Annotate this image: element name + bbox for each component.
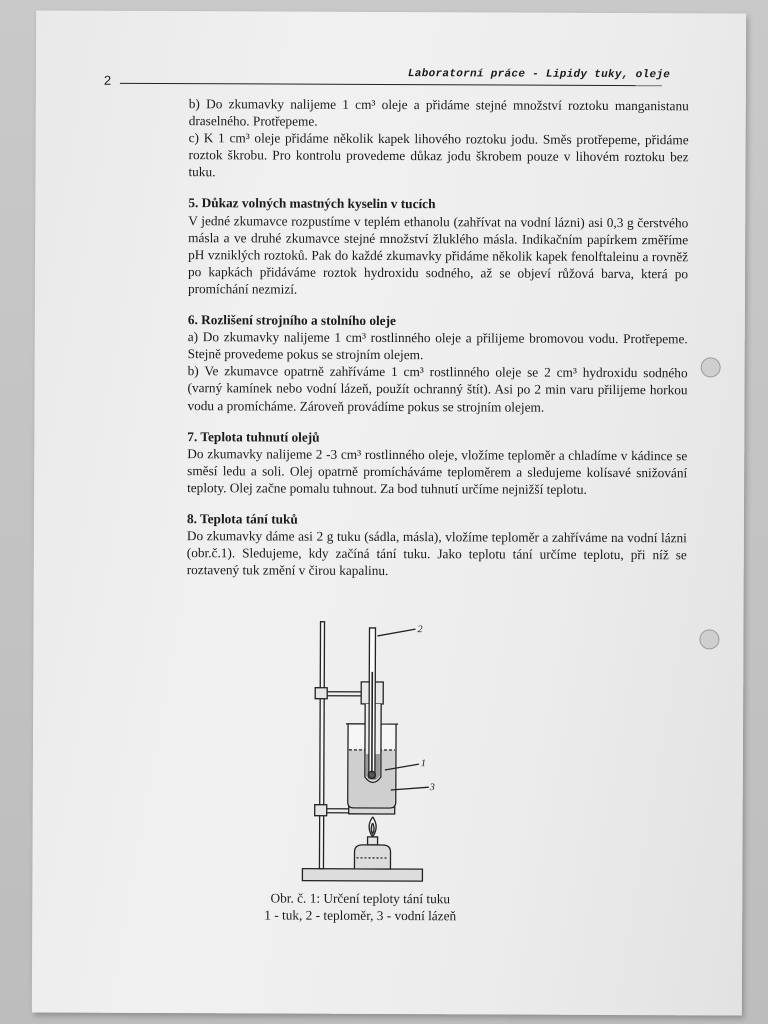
stand-base	[302, 869, 422, 882]
melting-point-apparatus-figure	[292, 612, 443, 898]
punch-hole	[699, 629, 719, 649]
header-rule	[120, 83, 662, 86]
document-page	[32, 10, 746, 1015]
section-text-6b: b) Ve zkumavce opatrně zahříváme 1 cm³ rostlinného oleje se 2 cm³ hydroxidu sodného (varný kamínek nebo vodní lázeň, použít ochranný štít). Asi po 2 min varu přilijeme horkou vodu a promícháme. Zároveň provádíme pokus se strojním olejem.	[187, 363, 688, 415]
section-heading-8: 8. Teplota tání tuků	[186, 511, 298, 527]
figure-caption	[200, 889, 520, 924]
paragraph-c: c) K 1 cm³ oleje přidáme několik kapek lihového roztoku jodu. Směs protřepeme, přidáme roztok škrobu. Pro kontrolu provedeme důkaz jodu škrobem pouze v lihovém roztoku bez tuku.	[188, 130, 689, 180]
section-heading-5: 5. Důkaz volných mastných kyselin v tucích	[188, 195, 436, 212]
section-text-7: Do zkumavky nalijeme 2 -3 cm³ rostlinného oleje, vložíme teploměr a chladíme v kádince se směsí ledu a soli. Olej opatrně promícháváme teploměrem a sledujeme kolísavé snižování teploty. Olej začne pomalu tuhnout. Za bod tuhnutí určíme nejnižší teplotu.	[187, 445, 688, 497]
page-number: 2	[103, 72, 112, 88]
figure-label-2: 2	[417, 624, 423, 636]
running-title: Laboratorní práce - Lipidy tuky, oleje	[407, 68, 671, 82]
section-heading-7: 7. Teplota tuhnutí olejů	[187, 428, 320, 445]
section-text-5: V jedné zkumavce rozpustíme v teplém ethanolu (zahřívat na vodní lázni) asi 0,3 g čerstvého másla a ve druhé zkumavce stejné množství žluklého másla. Indikačním papírkem změříme pH vzniklých roztoků. Pak do každé zkumavky přidáme několik kapek fenolftaleinu a rovněž po kapkách přidáváme roztok hydroxidu sodného, až se objeví růžová barva, která po promíchání nezmizí.	[187, 212, 689, 297]
figure-label-3: 3	[429, 782, 435, 794]
section-heading-6: 6. Rozlišení strojního a stolního oleje	[187, 312, 396, 329]
thermometer-bulb	[368, 771, 375, 778]
spirit-burner	[354, 845, 390, 869]
lower-clamp	[315, 805, 327, 816]
upper-clamp	[315, 688, 327, 699]
paragraph-b: b) Do zkumavky nalijeme 1 cm³ oleje a přidáme stejné množství roztoku manganistanu draselného. Protřepeme.	[188, 96, 689, 129]
caption-line-1: Obr. č. 1: Určení teploty tání tuku	[270, 890, 451, 907]
caption-line-2: 1 - tuk, 2 - teploměr, 3 - vodní lázeň	[264, 907, 457, 924]
section-text-8: Do zkumavky dáme asi 2 g tuku (sádla, másla), vložíme teploměr a zahříváme na vodní lázni (obr.č.1). Sledujeme, kdy začíná tání tuku. Jako teplotu tání určíme teplotu, při níž se roztavený tuk změní v čirou kapalinu.	[186, 528, 687, 579]
section-text-6a: a) Do zkumavky nalijeme 1 cm³ rostlinného oleje a přilijeme bromovou vodu. Protřepeme. Stejně provedeme pokus se strojním olejem.	[187, 329, 688, 363]
stand-rod	[319, 622, 324, 869]
body-text	[187, 95, 689, 581]
punch-hole	[701, 357, 721, 377]
figure-label-1: 1	[420, 758, 426, 770]
